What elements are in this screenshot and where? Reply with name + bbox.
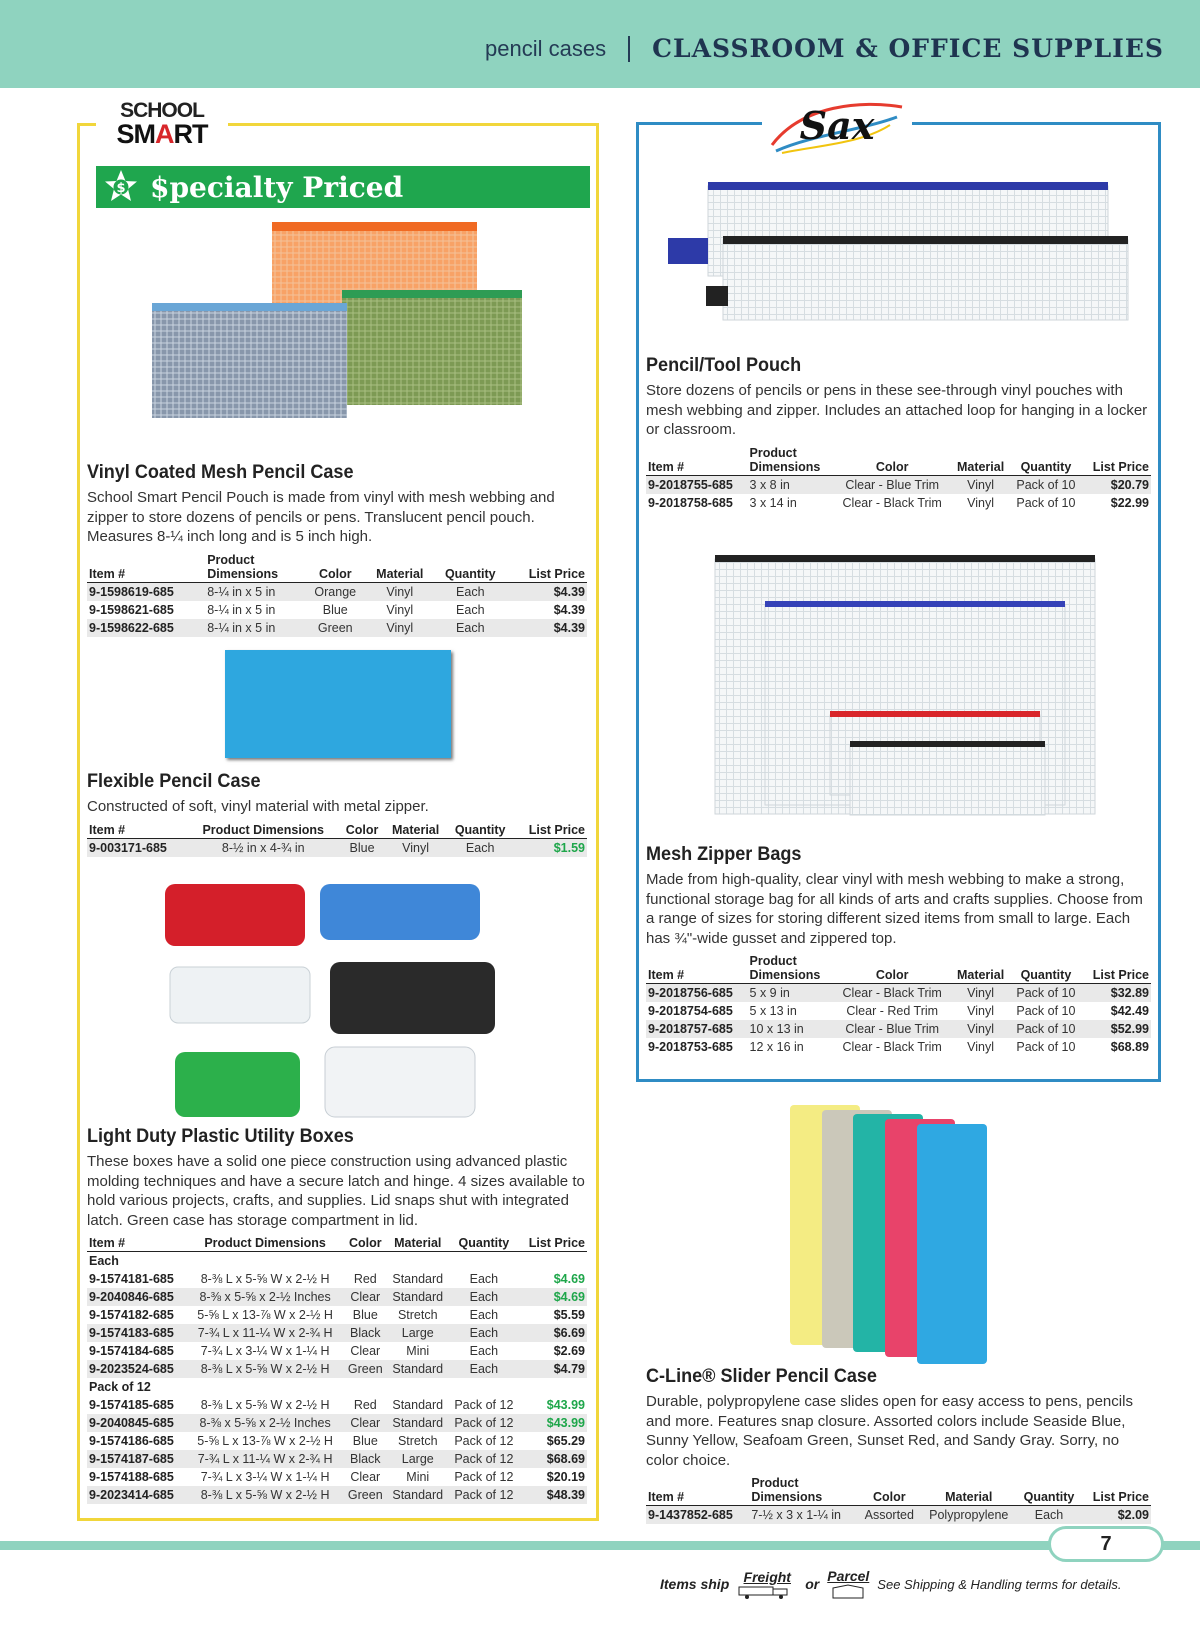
spec-table: Item # Product Dimensions Color Material Quantity List Price 9-2018755-685 3 x 8 in Clear - Blue Trim Vinyl Pack of 10 $20.79 9-2018758-685 3 x 14 in Clear - Black Trim Vinyl Pack of 10 $22.99 <box>648 445 1149 510</box>
table-row: 9-1574188-685 7-¾ L x 3-¼ W x 1-¼ H Clear Mini Pack of 12 $20.19 <box>89 1470 585 1484</box>
specialty-priced-banner <box>96 166 590 208</box>
table-row: 9-1574185-685 8-⅜ L x 5-⅝ W x 2-½ H Red Standard Pack of 12 $43.99 <box>89 1398 585 1412</box>
col-dims: Product Dimensions <box>205 553 305 583</box>
svg-text:Sax: Sax <box>799 103 875 148</box>
product-description: School Smart Pencil Pouch is made from vinyl with mesh webbing and zipper to store dozens of pencils or pens. Translucent pencil pouch. Measures 8-¼ inch long and is 5 inch high. <box>87 489 555 545</box>
table-row: 9-2023414-685 8-⅜ L x 5-⅝ W x 2-½ H Green Standard Pack of 12 $48.39 <box>89 1488 585 1502</box>
freight-icon: Freight <box>737 1569 797 1599</box>
table-row: 9-2018755-685 3 x 8 in Clear - Blue Trim Vinyl Pack of 10 $20.79 <box>646 475 1151 494</box>
product-title: Vinyl Coated Mesh Pencil Case <box>87 462 354 483</box>
product-description: Made from high-quality, clear vinyl with mesh webbing to make a strong, functional storage bag for all kinds of arts and crafts supplies. Choose from a range of sizes for storing different sized items from small to large. Each has ¾"-wide gusset and zippered top. <box>646 871 1143 947</box>
vinyl-mesh-pencil-case-image <box>152 220 552 435</box>
section-label: pencil cases <box>485 35 607 61</box>
utility-boxes-image <box>160 872 520 1132</box>
product-description: These boxes have a solid one piece construction using advanced plastic molding techniques and have a secure latch and hinge. 4 sizes available to hold various projects, crafts, and supplies. Lid snaps shut with integrated latch. Green case has storage compartment in lid. <box>87 1153 585 1229</box>
table-row: 9-1574181-685 8-⅜ L x 5-⅝ W x 2-½ H Red Standard Each $4.69 <box>89 1272 585 1286</box>
table-row: 9-2018753-685 12 x 16 in Clear - Black Trim Vinyl Pack of 10 $68.89 <box>648 1040 1149 1054</box>
col-color: Color <box>305 553 366 583</box>
utility-boxes-product <box>87 1126 587 1504</box>
parcel-icon: Parcel <box>827 1568 869 1600</box>
table-row: 9-2018756-685 5 x 9 in Clear - Black Trim Vinyl Pack of 10 $32.89 <box>646 984 1151 1003</box>
group-row: Pack of 12 <box>89 1380 151 1394</box>
product-title: Light Duty Plastic Utility Boxes <box>87 1126 354 1147</box>
product-description: Store dozens of pencils or pens in these see-through vinyl pouches with mesh webbing and zipper. Includes an attached loop for hanging in a locker or classroom. <box>646 382 1148 438</box>
table-row: 9-1598621-685 8-¼ in x 5 in Blue Vinyl Each $4.39 <box>89 602 585 617</box>
slider-pencil-case-image <box>785 1100 1005 1370</box>
pencil-tool-pouch-product <box>646 355 1151 512</box>
spec-table: Item # Product Dimensions Color Material Quantity List Price 9-1437852-685 7-½ x 3 x 1-¼ in Assorted Polypropylene Each $2.09 <box>648 1476 1149 1522</box>
svg-text:$: $ <box>116 181 126 196</box>
pencil-tool-pouch-image <box>668 178 1130 328</box>
or-label: or <box>805 1576 820 1592</box>
spec-table <box>87 553 587 637</box>
spec-table: Item # Product Dimensions Color Material Quantity List Price 9-2018756-685 5 x 9 in Clear - Black Trim Vinyl Pack of 10 $32.89 9-2018754-685 5 x 13 in Clear - Red Trim Vinyl Pack of 10 $42.49 9-2018757-685 10 x 13 in Clear - Blue Trim Vinyl Pack of 10 $52.99 9-2018753-685 12 x 16 in Clear - Black Trim Vinyl Pack of 10 $68.89 <box>648 954 1149 1054</box>
page-header <box>0 0 1200 88</box>
product-title: C-Line® Slider Pencil Case <box>646 1366 877 1387</box>
table-row: 9-2018757-685 10 x 13 in Clear - Blue Trim Vinyl Pack of 10 $52.99 <box>648 1022 1149 1036</box>
flexible-pencil-case-image <box>225 650 451 758</box>
mesh-zipper-bags-image <box>695 545 1105 825</box>
table-row: 9-1574184-685 7-¾ L x 3-¼ W x 1-¼ H Clear Mini Each $2.69 <box>89 1344 585 1358</box>
col-material: Material <box>366 553 434 583</box>
spec-table: Item # Product Dimensions Color Material Quantity List Price Each 9-1574181-685 8-⅜ L x 5-⅝ W x 2-½ H Red Standard Each $4.69 9-2040846-685 8-⅜ x 5-⅝ x 2-½ Inches Clear Standard Each $4.69 9-1574182-685 5-⅝ L x 13-⅞ W x 2-½ H Blue Stretch Each $5.59 9-1574183-685 7-¾ L x 11-¼ W x 2-¾ H Black Large Each $6.69 9-1574184-685 7-¾ L x 3-¼ W x 1-¼ H Clear Mini Each $2.69 9-2023524-685 8-⅜ L x 5-⅝ W x 2-½ H Green Standard Each $4.79 Pack of 12 9-1574185-685 8-⅜ L x 5-⅝ W x 2-½ H Red Standard Pack of 12 $43.99 9-2040845-685 8-⅜ x 5-⅝ x 2-½ Inches Clear Standard Pack of 12 $43.99 9-1574186-685 5-⅝ L x 13-⅞ W x 2-½ H Blue Stretch Pack of 12 $65.29 9-1574187-685 7-¾ L x 11-¼ W x 2-¾ H Black Large Pack of 12 $68.69 9-1574188-685 7-¾ L x 3-¼ W x 1-¼ H Clear Mini Pack of 12 $20.19 9-2023414-685 8-⅜ L x 5-⅝ W x 2-½ H Green Standard Pack of 12 $48.39 <box>89 1236 585 1502</box>
table-row: 9-1437852-685 7-½ x 3 x 1-¼ in Assorted Polypropylene Each $2.09 <box>646 1506 1151 1525</box>
items-ship-label: Items ship <box>660 1576 730 1592</box>
product-title: Flexible Pencil Case <box>87 771 261 792</box>
product-description: Constructed of soft, vinyl material with metal zipper. <box>87 798 429 815</box>
specialty-priced-label: $pecialty Priced <box>150 170 404 204</box>
col-item: Item # <box>87 553 205 583</box>
sax-logo <box>762 95 912 157</box>
flexible-pencil-case-product <box>87 771 587 857</box>
group-row: Each <box>89 1254 119 1268</box>
table-row: 9-1574186-685 5-⅝ L x 13-⅞ W x 2-½ H Blue Stretch Pack of 12 $65.29 <box>89 1434 585 1448</box>
table-row: 9-2018754-685 5 x 13 in Clear - Red Trim Vinyl Pack of 10 $42.49 <box>648 1004 1149 1018</box>
table-row: 9-1574187-685 7-¾ L x 11-¼ W x 2-¾ H Black Large Pack of 12 $68.69 <box>89 1452 585 1466</box>
spec-table: Item # Product Dimensions Color Material Quantity List Price 9-003171-685 8-½ in x 4-¾ in Blue Vinyl Each $1.59 <box>89 822 585 855</box>
table-row: 9-1598622-685 8-¼ in x 5 in Green Vinyl Each $4.39 <box>89 620 585 635</box>
vinyl-mesh-product <box>87 462 587 637</box>
footer-rule <box>0 1541 1200 1550</box>
slider-pencil-case-product <box>646 1366 1151 1524</box>
table-row: 9-2040846-685 8-⅜ x 5-⅝ x 2-½ Inches Clear Standard Each $4.69 <box>89 1290 585 1304</box>
category-title: CLASSROOM & OFFICE SUPPLIES <box>652 34 1164 63</box>
mesh-zipper-bags-product <box>646 844 1151 1056</box>
shipping-note <box>660 1568 1122 1600</box>
col-quantity: Quantity <box>434 553 507 583</box>
header-divider <box>628 36 630 62</box>
table-row: 9-1598619-685 8-¼ in x 5 in Orange Vinyl Each $4.39 <box>87 582 587 601</box>
school-smart-logo <box>96 98 228 150</box>
table-row: 9-1574183-685 7-¾ L x 11-¼ W x 2-¾ H Black Large Each $6.69 <box>89 1326 585 1340</box>
product-title: Mesh Zipper Bags <box>646 844 802 865</box>
logo-line-2: SMART <box>116 119 208 149</box>
product-title: Pencil/Tool Pouch <box>646 355 802 376</box>
col-price: List Price <box>507 553 587 583</box>
shipping-terms: See Shipping & Handling terms for details. <box>877 1576 1122 1592</box>
header-text <box>485 34 1164 63</box>
table-row: 9-2040845-685 8-⅜ x 5-⅝ x 2-½ Inches Clear Standard Pack of 12 $43.99 <box>89 1416 585 1430</box>
product-description: Durable, polypropylene case slides open for easy access to pens, pencils and more. Features snap closure. Assorted colors include Seaside Blue, Sunny Yellow, Seafoam Green, Sunset Red, and Sandy Gray. Sorry, no color choice. <box>646 1393 1133 1469</box>
table-row: 9-2018758-685 3 x 14 in Clear - Black Trim Vinyl Pack of 10 $22.99 <box>648 495 1149 510</box>
page-number: 7 <box>1048 1526 1164 1562</box>
table-row: 9-2023524-685 8-⅜ L x 5-⅝ W x 2-½ H Green Standard Each $4.79 <box>89 1362 585 1376</box>
star-dollar-icon <box>102 168 140 206</box>
table-row: 9-003171-685 8-½ in x 4-¾ in Blue Vinyl Each $1.59 <box>87 838 587 857</box>
table-row: 9-1574182-685 5-⅝ L x 13-⅞ W x 2-½ H Blue Stretch Each $5.59 <box>89 1308 585 1322</box>
logo-line-1: SCHOOL <box>120 99 204 122</box>
